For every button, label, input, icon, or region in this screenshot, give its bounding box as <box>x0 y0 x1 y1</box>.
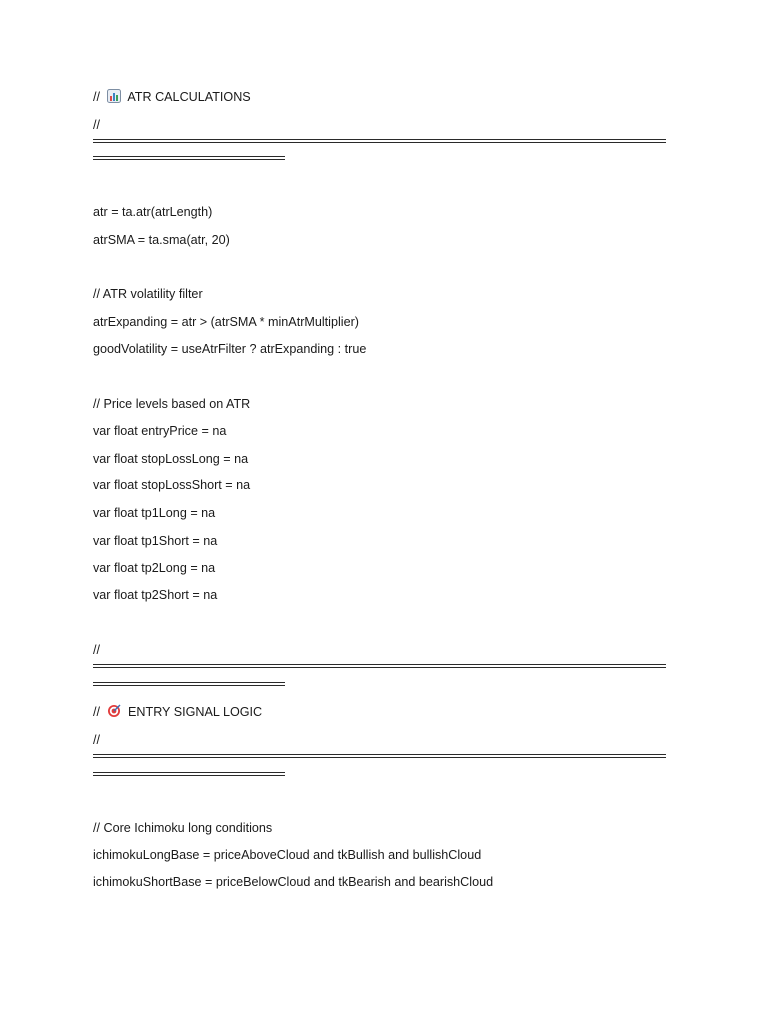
code-line-stop-loss-short: var float stopLossShort = na <box>93 478 251 492</box>
comment-core-ichimoku: // Core Ichimoku long conditions <box>93 821 273 835</box>
code-line-entry-price: var float entryPrice = na <box>93 424 227 438</box>
target-icon <box>107 704 121 722</box>
code-line-ichimoku-long: ichimokuLongBase = priceAboveCloud and tkBullish and bullishCloud <box>93 848 482 862</box>
heading-text: ENTRY SIGNAL LOGIC <box>128 705 263 719</box>
comment-line: // <box>93 643 100 657</box>
code-line-atr-expanding: atrExpanding = atr > (atrSMA * minAtrMultiplier) <box>93 315 359 329</box>
separator-rule-continued <box>93 156 285 160</box>
code-line-ichimoku-short: ichimokuShortBase = priceBelowCloud and tkBearish and bearishCloud <box>93 875 494 889</box>
separator-rule <box>93 139 666 143</box>
code-line-atrsma: atrSMA = ta.sma(atr, 20) <box>93 233 230 247</box>
comment-price-levels: // Price levels based on ATR <box>93 397 251 411</box>
code-line-tp2-short: var float tp2Short = na <box>93 588 218 602</box>
separator-rule-continued <box>93 682 285 686</box>
separator-rule <box>93 754 666 758</box>
code-line-tp1-long: var float tp1Long = na <box>93 506 216 520</box>
code-line-tp2-long: var float tp2Long = na <box>93 561 216 575</box>
separator-rule-continued <box>93 772 285 776</box>
code-line-good-volatility: goodVolatility = useAtrFilter ? atrExpanding : true <box>93 342 367 356</box>
separator-rule <box>93 664 666 668</box>
code-line-tp1-short: var float tp1Short = na <box>93 534 218 548</box>
atr-calculations-heading <box>93 89 251 107</box>
code-line-stop-loss-long: var float stopLossLong = na <box>93 452 249 466</box>
entry-signal-logic-heading <box>93 704 262 722</box>
comment-line: // <box>93 733 100 747</box>
heading-text: ATR CALCULATIONS <box>127 90 251 104</box>
bar-chart-icon <box>107 89 121 107</box>
code-line-atr: atr = ta.atr(atrLength) <box>93 205 213 219</box>
comment-volatility-filter: // ATR volatility filter <box>93 287 203 301</box>
comment-line: // <box>93 118 100 132</box>
comment-prefix: // <box>93 90 100 104</box>
comment-prefix: // <box>93 705 100 719</box>
